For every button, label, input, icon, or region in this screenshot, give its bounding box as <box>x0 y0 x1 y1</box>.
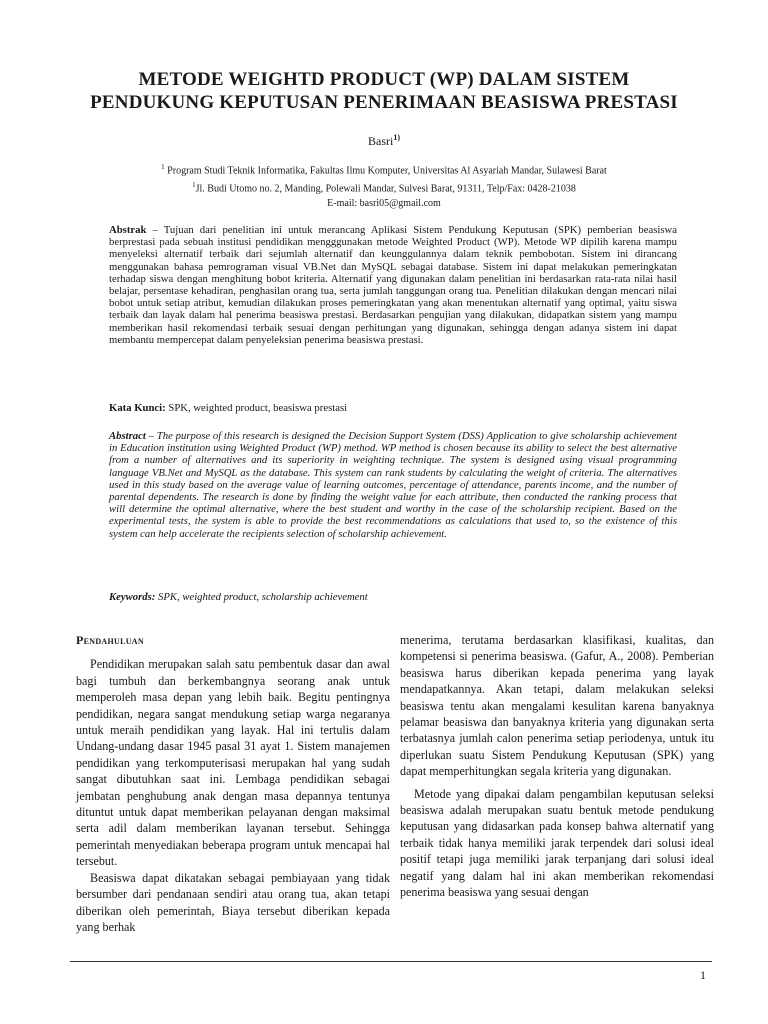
affiliation <box>0 160 768 197</box>
body-paragraph: Beasiswa dapat dikatakan sebagai pembiayaan yang tidak bersumber dari pendanaan sendiri atau orang tua, akan tetapi diberikan oleh pemerintah, Biaya tersebut diberikan kepada yang berhak <box>76 870 390 934</box>
abstract-indonesian <box>109 224 677 346</box>
author-text: Basri <box>367 134 394 148</box>
keywords-id-text: SPK, weighted product, beasiswa prestasi <box>165 402 348 414</box>
footer-divider <box>70 961 712 962</box>
title-line-1: METODE WEIGHTD PRODUCT (WP) DALAM SISTEM <box>138 69 630 90</box>
affiliation-sup-1: 1 <box>161 163 165 171</box>
body-paragraph: menerima, terutama berdasarkan klasifikasi, kualitas, dan kompetensi si penerima beasiswa. (Gafur, A., 2008). Pemberian beasiswa harus diberikan kepada penerima yang layak mendapatkannya. Akan tetapi, dalam melakukan seleksi beasiswa tentu akan mengalami kesulitan karena banyaknya pelamar beasiswa dan banyaknya kriteria yang digunakan serta terbatasnya jumlah calon penerima setiap periodenya, untuk itu diperlukan suatu Sistem Pendukung Keputusan (SPK) yang dapat memperhitungkan segala kriteria yang digunakan. <box>400 633 714 779</box>
author-name <box>0 133 768 149</box>
body-paragraph: Metode yang dipakai dalam pengambilan keputusan seleksi beasiswa adalah merupakan suatu bentuk metode pendukung keputusan yang didasarkan pada konsep bahwa alternatif yang terbaik tidak hanya memiliki jarak terpendek dari solusi ideal positif tetapi juga memiliki jarak terpanjang dari solusi ideal negatif yang dalam hal ini akan memberikan rekomendasi penerima beasiswa yang sesuai dengan <box>400 786 714 900</box>
paper-title <box>60 68 708 114</box>
body-column-left <box>76 632 390 935</box>
abstract-english <box>109 430 677 540</box>
affiliation-text-1: Program Studi Teknik Informatika, Fakultas Ilmu Komputer, Universitas Al Asyariah Mandar, Sulawesi Barat <box>164 165 607 177</box>
body-paragraph: Pendidikan merupakan salah satu pembentuk dasar dan awal bagi tumbuh dan berkembangnya seorang anak untuk memperoleh masa depan yang lebih baik. Begitu pentingnya pendidikan, negara sangat mendukung setiap warga negaranya untuk meraih pendidikan yang layak. Hal ini tertulis dalam Undang-undang dasar 1945 pasal 31 ayat 1. Sistem manajemen pendidikan yang terkomputerisasi merupakan hal yang sudah sangat dibutuhkan saat ini. Lembaga pendidikan sebagai jembatan penghubung anak dengan masa depannya tentunya dituntut untuk dapat memberikan pelayanan dengan maksimal serta adil dalam memberikan layanan tersebut. Sehingga pemerintah menyediakan beberapa program untuk mencapai hal tersebut. <box>76 657 390 869</box>
keywords-indonesian <box>109 402 677 414</box>
abstract-id-text: – Tujuan dari penelitian ini untuk merancang Aplikasi Sistem Pendukung Keputusan (SPK) pemberian beasiswa berprestasi pada sebuah institusi pendidikan mengggunakan metode Weighted Product (WP). Metode WP dipilih karena mampu menyeleksi alternatif terbaik dari sejumlah alternatif dan keunggulannya dalam teknik pembobotan. Sistem ini dirancang menggunakan bahasa pemrograman visual VB.Net dan MySQL sebagai database. Sistem ini dapat melakukan pemeringkatan terhadap siswa dengan menghitung bobot kriteria. Alternatif yang digunakan dalam penelitian ini berdasarkan rata-rata nilai hasil belajar, persentase kehadiran, penghasilan orang tua, serta jumlah tanggungan orang tua. Penelitian dilakukan dengan mencari nilai bobot untuk setiap atribut, kemudian dilakukan proses pemeringkatan yang akan menentukan alternatif yang optimal, yaitu siswa terbaik dan layak dalam hal penerima beasiswa prestasi. Berdasarkan pengujian yang dilakukan, didapatkan sistem yang mampu memberikan hasil rekomendasi terbaik sesuai dengan perhitungan yang digunakan, sehingga dengan adanya sistem ini dapat membantu mempercepat dalam penyeleksian penerima beasiswa prestasi. <box>109 224 677 346</box>
affiliation-line-1 <box>0 160 768 178</box>
section-heading-pendahuluan: Pendahuluan <box>76 633 144 647</box>
keywords-en-text: SPK, weighted product, scholarship achievement <box>155 591 368 603</box>
author-email: E-mail: basri05@gmail.com <box>327 198 441 209</box>
affiliation-text-2: Jl. Budi Utomo no. 2, Manding, Polewali Mandar, Sulvesi Barat, 91311, Telp/Fax: 0428-21038 <box>195 183 576 195</box>
affiliation-sup-2: 1 <box>192 181 196 190</box>
abstract-en-text: – The purpose of this research is designed the Decision Support System (DSS) Application to give scholarship achievement in Education institution using Weighted Product (WP) method. WP method is chosen because its ability to select the best alternative from a number of alternatives and its superiority in weighting technique. The system is designed using visual programming language VB.Net and MySQL as the database. This system can rank students by calculating the weight of criteria. The alternatives used in this study based on the average value of learning outcomes, percentage of attendance, parents income, and the number of parental dependents. The research is done by finding the weight value for each attribute, then conducted the ranking process that will determine the optimal alternative, where the best student and worthy in the case of the scholarship recipient. Based on the experimental tests, the system is able to provide the best recommendations as calculations that used to, so the existence of this system can help accelerate the recipients selection of scholarship achievement. <box>109 430 677 540</box>
abstract-en-label: Abstract <box>109 430 146 442</box>
keywords-en-label: Keywords: <box>109 591 156 603</box>
title-line-2: PENDUKUNG KEPUTUSAN PENERIMAAN BEASISWA PRESTASI <box>90 92 678 113</box>
affiliation-line-2 <box>0 178 768 196</box>
page-number: 1 <box>700 968 706 982</box>
keywords-english <box>109 591 677 603</box>
abstract-id-label: Abstrak <box>109 224 147 236</box>
body-column-right <box>400 632 714 901</box>
author-superscript: 1) <box>393 133 400 142</box>
keywords-id-label: Kata Kunci: <box>109 402 166 414</box>
